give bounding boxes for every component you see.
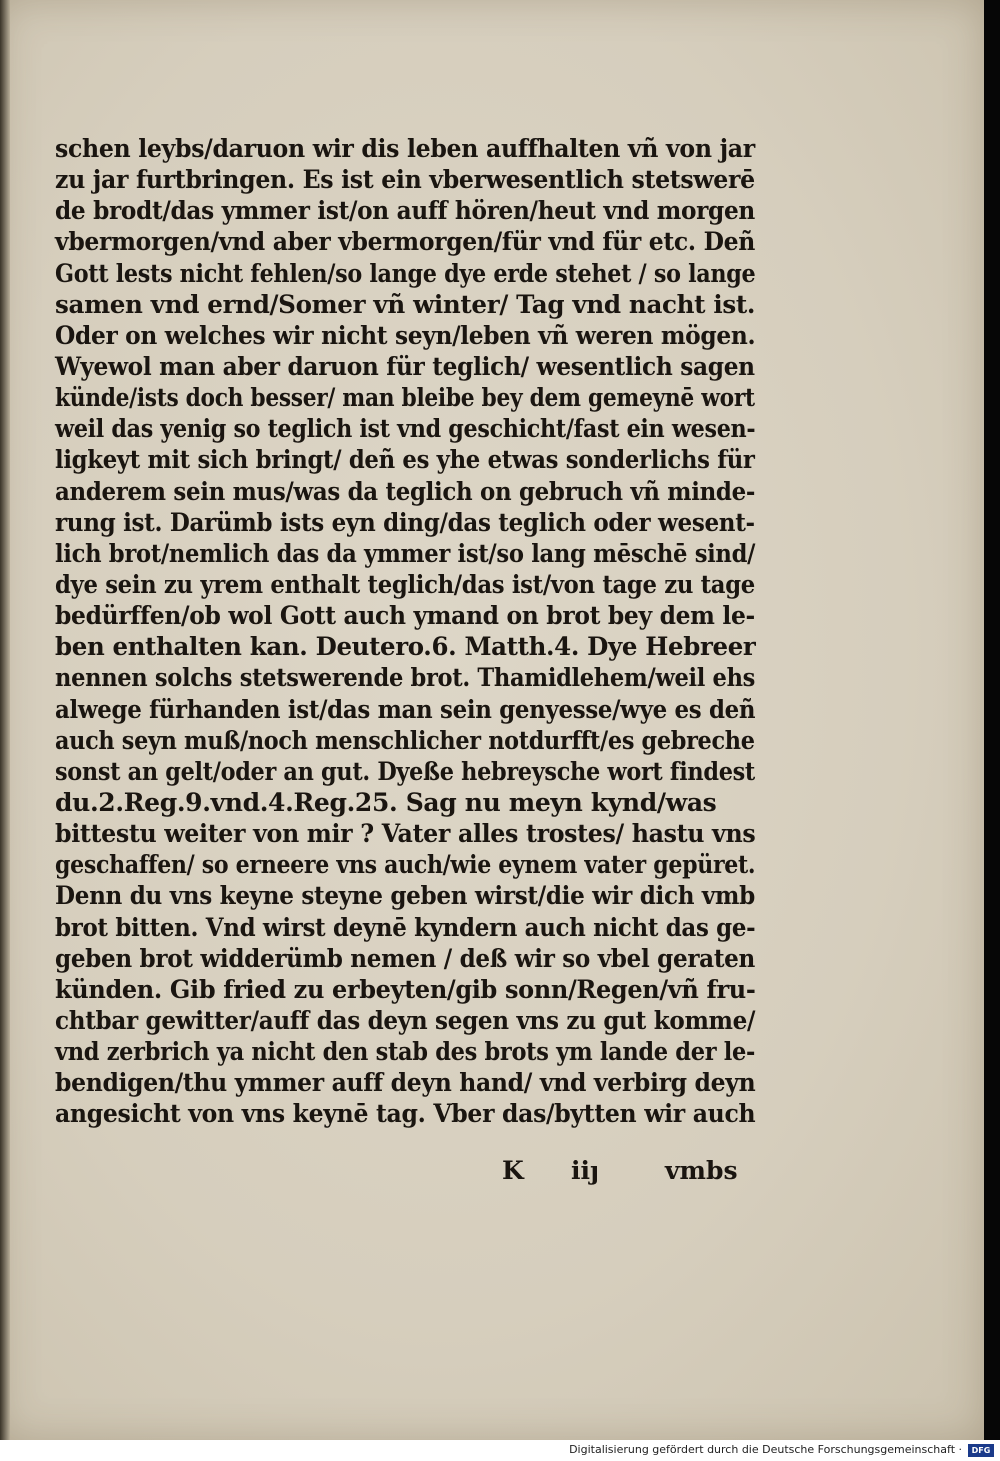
- text-line: dye sein zu yrem enthalt teglich/das ist/von tage zu tage: [55, 569, 755, 599]
- text-line: nennen solchs stetswerende brot. Thamidlehem/weil ehs: [55, 663, 756, 693]
- text-line: künden. Gib fried zu erbeyten/gib sonn/Regen/vñ fru-: [55, 974, 756, 1004]
- text-line: du.2.Reg.9.vnd.4.Reg.25. Sag nu meyn kynd/was: [55, 787, 717, 817]
- text-line: Denn du vns keyne steyne geben wirst/die wir dich vmb: [55, 881, 755, 911]
- catchword: vmbs: [665, 1156, 738, 1185]
- text-line: geben brot widderümb nemen / deß wir so vbel geraten: [55, 943, 755, 973]
- text-block: [55, 133, 755, 1130]
- text-line: bedürffen/ob wol Gott auch ymand on brot bey dem le-: [55, 601, 755, 631]
- text-line: rung ist. Darümb ists eyn ding/das teglich oder wesent-: [55, 507, 755, 537]
- folio-number: iiȷ: [571, 1156, 600, 1185]
- text-line: Wyewol man aber daruon für teglich/ wesentlich sagen: [55, 351, 755, 381]
- text-line: auch seyn muß/noch menschlicher notdurfft/es gebreche: [55, 725, 755, 755]
- page-gutter: [0, 0, 10, 1440]
- text-line: zu jar furtbringen. Es ist ein vberwesentlich stetswerē: [55, 165, 755, 195]
- text-line: bittestu weiter von mir ? Vater alles trostes/ hastu vns: [55, 819, 756, 849]
- text-line: vbermorgen/vnd aber vbermorgen/für vnd für etc. Deñ: [55, 227, 755, 257]
- text-line: anderem sein mus/was da teglich on gebruch vñ minde-: [55, 476, 756, 506]
- text-line: chtbar gewitter/auff das deyn segen vns zu gut komme/: [55, 1005, 756, 1035]
- text-line: lich brot/nemlich das da ymmer ist/so lang mēschē sind/: [55, 538, 756, 568]
- text-line: Gott lests nicht fehlen/so lange dye erde stehet / so lange: [55, 258, 756, 288]
- footer-credit: Digitalisierung gefördert durch die Deutsche Forschungsgemeinschaft ·: [569, 1443, 962, 1456]
- text-line: Oder on welches wir nicht seyn/leben vñ weren mögen.: [55, 320, 756, 350]
- text-line: de brodt/das ymmer ist/on auff hören/heut vnd morgen: [55, 196, 755, 226]
- text-line: vnd zerbrich ya nicht den stab des brots ym lande der le-: [55, 1037, 755, 1067]
- text-line: brot bitten. Vnd wirst deynē kyndern auch nicht das ge-: [55, 912, 756, 942]
- text-line: weil das yenig so teglich ist vnd geschicht/fast ein wesen-: [55, 414, 756, 444]
- dfg-logo: DFG: [968, 1444, 994, 1457]
- text-line: sonst an gelt/oder an gut. Dyeße hebreysche wort findest: [55, 756, 755, 786]
- text-line: künde/ists doch besser/ man bleibe bey dem gemeynē wort: [55, 383, 755, 413]
- text-line: alwege fürhanden ist/das man sein genyesse/wye es deñ: [55, 694, 756, 724]
- signature-mark: K: [502, 1156, 524, 1185]
- footer-bar: [0, 1440, 1000, 1461]
- text-line: bendigen/thu ymmer auff deyn hand/ vnd verbirg deyn: [55, 1068, 756, 1098]
- text-line: samen vnd ernd/Somer vñ winter/ Tag vnd nacht ist.: [55, 289, 756, 319]
- text-line: ben enthalten kan. Deutero.6. Matth.4. Dye Hebreer: [55, 632, 756, 662]
- text-line: geschaffen/ so erneere vns auch/wie eynem vater gepüret.: [55, 850, 756, 880]
- text-line: schen leybs/daruon wir dis leben auffhalten vñ von jar: [55, 134, 755, 163]
- text-line: angesicht von vns keynē tag. Vber das/bytten wir auch: [55, 1099, 756, 1129]
- text-line: ligkeyt mit sich bringt/ deñ es yhe etwas sonderlichs für: [55, 445, 755, 475]
